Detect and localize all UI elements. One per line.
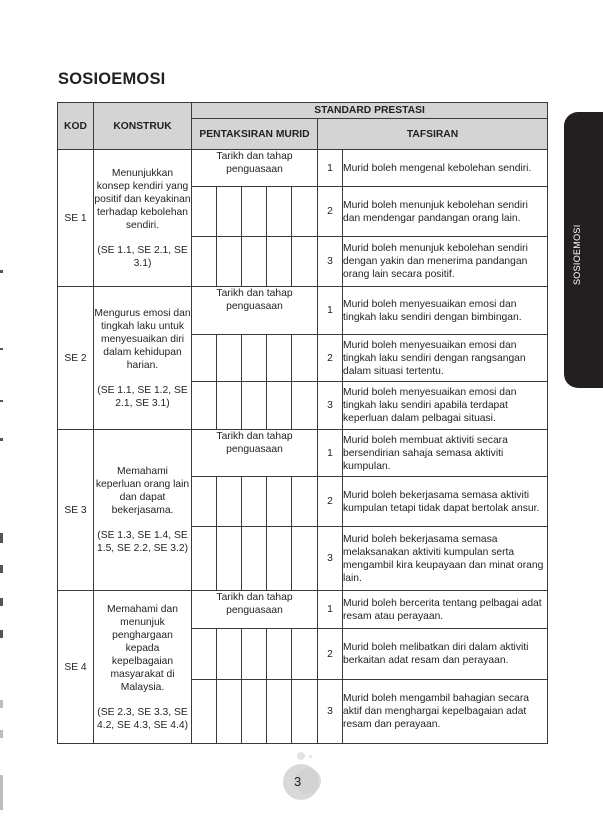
binding-mark — [0, 270, 3, 273]
section-side-tab — [564, 112, 603, 388]
decorative-bubble-icon — [297, 752, 305, 760]
assessment-input-cell[interactable] — [217, 629, 242, 680]
assessment-input-cell[interactable] — [292, 477, 318, 527]
assessment-input-cell[interactable] — [192, 335, 217, 382]
konstruk-text: Mengurus emosi dan tingkah laku untuk menyesuaikan diri dalam kehidupan harian. — [94, 307, 191, 371]
level-number: 3 — [318, 237, 343, 287]
binding-mark — [0, 700, 3, 708]
assessment-input-cell[interactable] — [217, 335, 242, 382]
binding-mark — [0, 533, 3, 543]
assessment-input-cell[interactable] — [267, 335, 292, 382]
header-kod: KOD — [58, 103, 94, 150]
kod-cell: SE 1 — [58, 150, 94, 287]
assessment-input-cell[interactable] — [217, 237, 242, 287]
level-description: Murid boleh menunjuk kebolehan sendiri dengan yakin dan menerima pandangan orang lain secara positif. — [343, 237, 548, 287]
konstruk-cell — [94, 591, 192, 744]
level-description: Murid boleh menunjuk kebolehan sendiri dan mendengar pandangan orang lain. — [343, 187, 548, 237]
assessment-input-cell[interactable] — [267, 680, 292, 744]
assessment-input-cell[interactable] — [192, 187, 217, 237]
konstruk-cell — [94, 150, 192, 287]
level-number: 3 — [318, 527, 343, 591]
tarikh-label: Tarikh dan tahap penguasaan — [192, 150, 318, 187]
konstruk-cell — [94, 430, 192, 591]
assessment-input-cell[interactable] — [192, 527, 217, 591]
level-description: Murid boleh menyesuaikan emosi dan tingkah laku sendiri dengan rangsangan dalam situasi tertentu. — [343, 335, 548, 382]
assessment-input-cell[interactable] — [292, 382, 318, 430]
assessment-input-cell[interactable] — [242, 629, 267, 680]
level-number: 3 — [318, 382, 343, 430]
binding-mark — [0, 438, 3, 441]
assessment-input-cell[interactable] — [192, 237, 217, 287]
kod-cell: SE 3 — [58, 430, 94, 591]
assessment-input-cell[interactable] — [217, 477, 242, 527]
table-row — [58, 591, 548, 629]
table-row — [58, 430, 548, 477]
page-title: SOSIOEMOSI — [58, 70, 166, 88]
level-number: 2 — [318, 187, 343, 237]
kod-cell: SE 4 — [58, 591, 94, 744]
assessment-input-cell[interactable] — [267, 187, 292, 237]
level-number: 3 — [318, 680, 343, 744]
level-number: 1 — [318, 150, 343, 187]
konstruk-text: Menunjukkan konsep kendiri yang positif dan keyakinan terhadap kebolehan sendiri. — [94, 167, 191, 231]
assessment-input-cell[interactable] — [267, 382, 292, 430]
table-row — [58, 150, 548, 187]
assessment-input-cell[interactable] — [192, 382, 217, 430]
assessment-input-cell[interactable] — [292, 187, 318, 237]
assessment-input-cell[interactable] — [292, 527, 318, 591]
level-description: Murid boleh mengambil bahagian secara aktif dan menghargai kepelbagaian adat resam dan perayaan. — [343, 680, 548, 744]
level-number: 1 — [318, 430, 343, 477]
page-number-badge — [283, 752, 323, 802]
assessment-input-cell[interactable] — [192, 680, 217, 744]
assessment-input-cell[interactable] — [242, 382, 267, 430]
header-pentaksiran-murid: PENTAKSIRAN MURID — [192, 119, 318, 150]
assessment-input-cell[interactable] — [192, 477, 217, 527]
side-tab-text: SOSIOEMOSI — [572, 224, 582, 285]
assessment-input-cell[interactable] — [292, 237, 318, 287]
level-description: Murid boleh menyesuaikan emosi dan tingkah laku sendiri dengan bimbingan. — [343, 287, 548, 335]
level-number: 2 — [318, 629, 343, 680]
level-description: Murid boleh melibatkan diri dalam aktiviti berkaitan adat resam dan perayaan. — [343, 629, 548, 680]
level-description: Murid boleh bekerjasama semasa aktiviti kumpulan tetapi tidak dapat bertolak ansur. — [343, 477, 548, 527]
header-tafsiran: TAFSIRAN — [318, 119, 548, 150]
assessment-input-cell[interactable] — [242, 477, 267, 527]
table-row — [58, 287, 548, 335]
assessment-input-cell[interactable] — [242, 527, 267, 591]
assessment-input-cell[interactable] — [292, 680, 318, 744]
assessment-input-cell[interactable] — [267, 237, 292, 287]
konstruk-text: Memahami dan menunjuk penghargaan kepada kepelbagaian masyarakat di Malaysia. — [107, 603, 178, 693]
assessment-input-cell[interactable] — [292, 335, 318, 382]
level-number: 1 — [318, 287, 343, 335]
binding-mark — [0, 775, 3, 810]
header-standard-prestasi: STANDARD PRESTASI — [192, 103, 548, 119]
konstruk-ref: (SE 1.1, SE 2.1, SE 3.1) — [97, 244, 188, 269]
level-description: Murid boleh menyesuaikan emosi dan tingkah laku sendiri apabila terdapat keperluan dalam pelbagai situasi. — [343, 382, 548, 430]
tarikh-label: Tarikh dan tahap penguasaan — [192, 591, 318, 629]
assessment-input-cell[interactable] — [242, 187, 267, 237]
assessment-input-cell[interactable] — [242, 237, 267, 287]
level-number: 2 — [318, 477, 343, 527]
assessment-input-cell[interactable] — [267, 527, 292, 591]
assessment-input-cell[interactable] — [217, 382, 242, 430]
tarikh-label: Tarikh dan tahap penguasaan — [192, 430, 318, 477]
assessment-input-cell[interactable] — [242, 680, 267, 744]
level-description: Murid boleh mengenal kebolehan sendiri. — [343, 150, 548, 187]
assessment-input-cell[interactable] — [217, 187, 242, 237]
konstruk-cell — [94, 287, 192, 430]
binding-mark — [0, 730, 3, 738]
kod-cell: SE 2 — [58, 287, 94, 430]
assessment-input-cell[interactable] — [267, 477, 292, 527]
decorative-bubble-icon — [309, 755, 312, 758]
level-description: Murid boleh bekerjasama semasa melaksanakan aktiviti kumpulan serta mengambil kira keupayaan dan minat orang lain. — [343, 527, 548, 591]
konstruk-ref: (SE 1.1, SE 1.2, SE 2.1, SE 3.1) — [97, 384, 188, 409]
assessment-input-cell[interactable] — [217, 527, 242, 591]
level-number: 2 — [318, 335, 343, 382]
konstruk-text: Memahami keperluan orang lain dan dapat bekerjasama. — [95, 466, 190, 516]
binding-mark — [0, 348, 3, 350]
binding-mark — [0, 400, 3, 402]
header-konstruk: KONSTRUK — [94, 103, 192, 150]
level-description: Murid boleh bercerita tentang pelbagai adat resam atau perayaan. — [343, 591, 548, 629]
binding-mark — [0, 598, 3, 606]
konstruk-ref: (SE 1.3, SE 1.4, SE 1.5, SE 2.2, SE 3.2) — [96, 530, 188, 554]
assessment-input-cell[interactable] — [267, 629, 292, 680]
assessment-input-cell[interactable] — [217, 680, 242, 744]
assessment-input-cell[interactable] — [242, 335, 267, 382]
binding-mark — [0, 630, 3, 638]
assessment-input-cell[interactable] — [292, 629, 318, 680]
performance-standards-table — [57, 102, 548, 744]
binding-mark — [0, 565, 3, 573]
tarikh-label: Tarikh dan tahap penguasaan — [192, 287, 318, 335]
level-number: 1 — [318, 591, 343, 629]
page-number: 3 — [294, 774, 302, 789]
konstruk-ref: (SE 2.3, SE 3.3, SE 4.2, SE 4.3, SE 4.4) — [96, 706, 188, 731]
level-description: Murid boleh membuat aktiviti secara bersendirian sahaja semasa aktiviti kumpulan. — [343, 430, 548, 477]
assessment-input-cell[interactable] — [192, 629, 217, 680]
